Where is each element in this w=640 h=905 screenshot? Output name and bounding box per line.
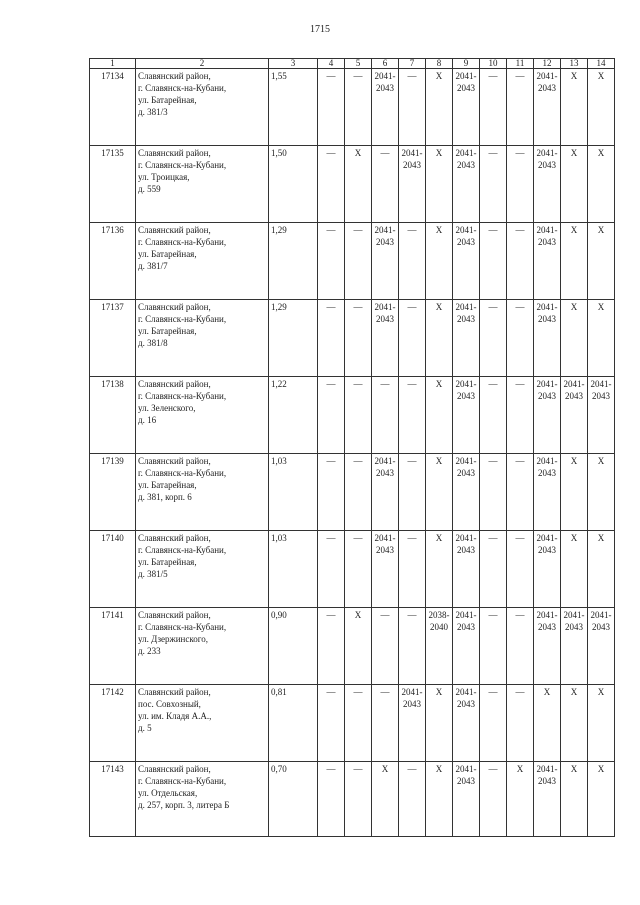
column-number-7: 7 — [399, 59, 426, 69]
cell-13: 2041-2043 — [561, 377, 588, 454]
cell-13: X — [561, 300, 588, 377]
cell-4: — — [318, 146, 345, 223]
cell-14: X — [588, 531, 615, 608]
address-line: г. Славянск-на-Кубани, — [138, 776, 227, 786]
column-number-4: 4 — [318, 59, 345, 69]
cell-5: — — [345, 223, 372, 300]
cell-9: 2041-2043 — [453, 762, 480, 837]
address-line: г. Славянск-на-Кубани, — [138, 314, 227, 324]
address-line: Славянский район, — [138, 533, 211, 543]
cell-11: — — [507, 223, 534, 300]
column-number-6: 6 — [372, 59, 399, 69]
address-line: г. Славянск-на-Кубани, — [138, 83, 227, 93]
cell-6: — — [372, 685, 399, 762]
record-number: 17139 — [90, 454, 136, 531]
cell-4: — — [318, 69, 345, 146]
cell-5: — — [345, 377, 372, 454]
cell-12: 2041-2043 — [534, 531, 561, 608]
record-number: 17141 — [90, 608, 136, 685]
record-number: 17135 — [90, 146, 136, 223]
table-row — [90, 685, 615, 762]
table-row — [90, 454, 615, 531]
address-line: ул. Батарейная, — [138, 480, 197, 490]
column-number-14: 14 — [588, 59, 615, 69]
cell-7: — — [399, 531, 426, 608]
table-row — [90, 223, 615, 300]
column-number-12: 12 — [534, 59, 561, 69]
area-value: 0,81 — [269, 685, 318, 762]
cell-8: X — [426, 223, 453, 300]
cell-10: — — [480, 300, 507, 377]
cell-12: 2041-2043 — [534, 762, 561, 837]
cell-4: — — [318, 300, 345, 377]
cell-10: — — [480, 762, 507, 837]
cell-5: — — [345, 69, 372, 146]
cell-11: — — [507, 685, 534, 762]
cell-9: 2041-2043 — [453, 377, 480, 454]
address-cell — [136, 377, 269, 454]
address-line: Славянский район, — [138, 456, 211, 466]
column-number-10: 10 — [480, 59, 507, 69]
address-line: пос. Совхозный, — [138, 699, 201, 709]
address-cell — [136, 300, 269, 377]
address-line: Славянский район, — [138, 764, 211, 774]
record-number: 17143 — [90, 762, 136, 837]
address-line: ул. Отдельская, — [138, 788, 198, 798]
address-line: г. Славянск-на-Кубани, — [138, 545, 227, 555]
address-line: Славянский район, — [138, 379, 211, 389]
cell-12: 2041-2043 — [534, 454, 561, 531]
cell-11: X — [507, 762, 534, 837]
cell-6: 2041-2043 — [372, 300, 399, 377]
cell-7: — — [399, 762, 426, 837]
cell-14: X — [588, 454, 615, 531]
cell-4: — — [318, 377, 345, 454]
cell-8: X — [426, 762, 453, 837]
cell-6: 2041-2043 — [372, 69, 399, 146]
address-line: Славянский район, — [138, 610, 211, 620]
column-number-2: 2 — [136, 59, 269, 69]
address-line: д. 381, корп. 6 — [138, 492, 192, 502]
cell-10: — — [480, 146, 507, 223]
record-number: 17142 — [90, 685, 136, 762]
address-line: ул. Батарейная, — [138, 249, 197, 259]
address-cell — [136, 69, 269, 146]
cell-4: — — [318, 685, 345, 762]
cell-6: — — [372, 608, 399, 685]
address-line: д. 381/3 — [138, 107, 168, 117]
cell-14: X — [588, 146, 615, 223]
cell-9: 2041-2043 — [453, 531, 480, 608]
cell-9: 2041-2043 — [453, 69, 480, 146]
cell-14: 2041-2043 — [588, 608, 615, 685]
cell-13: X — [561, 762, 588, 837]
cell-10: — — [480, 69, 507, 146]
area-value: 0,90 — [269, 608, 318, 685]
area-value: 1,03 — [269, 454, 318, 531]
column-number-header — [90, 59, 615, 69]
cell-12: 2041-2043 — [534, 377, 561, 454]
cell-13: X — [561, 69, 588, 146]
area-value: 1,50 — [269, 146, 318, 223]
cell-9: 2041-2043 — [453, 223, 480, 300]
cell-9: 2041-2043 — [453, 454, 480, 531]
column-number-5: 5 — [345, 59, 372, 69]
address-line: Славянский район, — [138, 302, 211, 312]
cell-12: 2041-2043 — [534, 300, 561, 377]
cell-11: — — [507, 608, 534, 685]
address-cell — [136, 146, 269, 223]
cell-7: — — [399, 69, 426, 146]
housing-repair-table — [89, 58, 615, 837]
cell-7: 2041-2043 — [399, 685, 426, 762]
cell-10: — — [480, 531, 507, 608]
record-number: 17134 — [90, 69, 136, 146]
table-row — [90, 531, 615, 608]
address-line: ул. Батарейная, — [138, 326, 197, 336]
cell-13: X — [561, 223, 588, 300]
cell-12: 2041-2043 — [534, 223, 561, 300]
cell-7: — — [399, 377, 426, 454]
cell-8: X — [426, 146, 453, 223]
cell-4: — — [318, 531, 345, 608]
address-line: ул. Дзержинского, — [138, 634, 208, 644]
cell-9: 2041-2043 — [453, 685, 480, 762]
cell-4: — — [318, 454, 345, 531]
address-line: Славянский район, — [138, 687, 211, 697]
address-line: д. 257, корп. 3, литера Б — [138, 800, 230, 810]
cell-6: — — [372, 377, 399, 454]
address-cell — [136, 454, 269, 531]
cell-8: 2038-2040 — [426, 608, 453, 685]
table-body — [90, 69, 615, 837]
area-value: 1,55 — [269, 69, 318, 146]
cell-5: X — [345, 146, 372, 223]
address-line: д. 381/7 — [138, 261, 168, 271]
cell-6: 2041-2043 — [372, 454, 399, 531]
cell-5: X — [345, 608, 372, 685]
cell-10: — — [480, 377, 507, 454]
address-line: г. Славянск-на-Кубани, — [138, 160, 227, 170]
cell-8: X — [426, 531, 453, 608]
record-number: 17137 — [90, 300, 136, 377]
address-cell — [136, 223, 269, 300]
cell-14: X — [588, 762, 615, 837]
cell-13: X — [561, 454, 588, 531]
cell-12: 2041-2043 — [534, 69, 561, 146]
record-number: 17140 — [90, 531, 136, 608]
address-line: д. 381/5 — [138, 569, 168, 579]
cell-5: — — [345, 762, 372, 837]
record-number: 17136 — [90, 223, 136, 300]
cell-8: X — [426, 377, 453, 454]
cell-13: X — [561, 531, 588, 608]
cell-11: — — [507, 300, 534, 377]
column-number-11: 11 — [507, 59, 534, 69]
cell-14: X — [588, 685, 615, 762]
cell-12: 2041-2043 — [534, 608, 561, 685]
area-value: 1,22 — [269, 377, 318, 454]
cell-7: — — [399, 223, 426, 300]
cell-6: X — [372, 762, 399, 837]
address-line: д. 559 — [138, 184, 161, 194]
cell-6: 2041-2043 — [372, 531, 399, 608]
cell-12: X — [534, 685, 561, 762]
address-line: ул. Троицкая, — [138, 172, 190, 182]
cell-8: X — [426, 685, 453, 762]
cell-7: — — [399, 454, 426, 531]
cell-13: 2041-2043 — [561, 608, 588, 685]
cell-4: — — [318, 608, 345, 685]
area-value: 1,29 — [269, 223, 318, 300]
address-line: д. 16 — [138, 415, 157, 425]
address-line: г. Славянск-на-Кубани, — [138, 622, 227, 632]
area-value: 1,29 — [269, 300, 318, 377]
cell-11: — — [507, 531, 534, 608]
cell-4: — — [318, 223, 345, 300]
cell-10: — — [480, 454, 507, 531]
page-number: 1715 — [310, 24, 330, 35]
column-number-1: 1 — [90, 59, 136, 69]
table-row — [90, 608, 615, 685]
cell-11: — — [507, 146, 534, 223]
address-line: г. Славянск-на-Кубани, — [138, 237, 227, 247]
cell-14: 2041-2043 — [588, 377, 615, 454]
table-row — [90, 300, 615, 377]
address-line: д. 233 — [138, 646, 161, 656]
cell-6: 2041-2043 — [372, 223, 399, 300]
cell-12: 2041-2043 — [534, 146, 561, 223]
address-line: ул. им. Кладя А.А., — [138, 711, 212, 721]
cell-8: X — [426, 300, 453, 377]
cell-11: — — [507, 454, 534, 531]
cell-14: X — [588, 223, 615, 300]
address-line: Славянский район, — [138, 225, 211, 235]
cell-14: X — [588, 300, 615, 377]
cell-4: — — [318, 762, 345, 837]
address-line: д. 5 — [138, 723, 152, 733]
cell-8: X — [426, 69, 453, 146]
cell-11: — — [507, 377, 534, 454]
address-cell — [136, 685, 269, 762]
cell-5: — — [345, 531, 372, 608]
address-line: Славянский район, — [138, 148, 211, 158]
column-number-3: 3 — [269, 59, 318, 69]
address-line: г. Славянск-на-Кубани, — [138, 391, 227, 401]
area-value: 1,03 — [269, 531, 318, 608]
address-line: г. Славянск-на-Кубани, — [138, 468, 227, 478]
table-row — [90, 69, 615, 146]
cell-5: — — [345, 300, 372, 377]
cell-11: — — [507, 69, 534, 146]
cell-6: — — [372, 146, 399, 223]
cell-7: — — [399, 608, 426, 685]
cell-9: 2041-2043 — [453, 300, 480, 377]
cell-9: 2041-2043 — [453, 146, 480, 223]
cell-10: — — [480, 223, 507, 300]
cell-7: — — [399, 300, 426, 377]
table-row — [90, 762, 615, 837]
cell-7: 2041-2043 — [399, 146, 426, 223]
cell-13: X — [561, 685, 588, 762]
address-line: д. 381/8 — [138, 338, 168, 348]
address-line: ул. Батарейная, — [138, 95, 197, 105]
address-cell — [136, 762, 269, 837]
address-line: Славянский район, — [138, 71, 211, 81]
cell-5: — — [345, 454, 372, 531]
column-number-8: 8 — [426, 59, 453, 69]
address-line: ул. Зеленского, — [138, 403, 196, 413]
cell-9: 2041-2043 — [453, 608, 480, 685]
table-row — [90, 146, 615, 223]
table-row — [90, 377, 615, 454]
column-number-13: 13 — [561, 59, 588, 69]
cell-8: X — [426, 454, 453, 531]
cell-14: X — [588, 69, 615, 146]
record-number: 17138 — [90, 377, 136, 454]
address-line: ул. Батарейная, — [138, 557, 197, 567]
address-cell — [136, 608, 269, 685]
address-cell — [136, 531, 269, 608]
cell-13: X — [561, 146, 588, 223]
area-value: 0,70 — [269, 762, 318, 837]
column-number-9: 9 — [453, 59, 480, 69]
cell-10: — — [480, 608, 507, 685]
cell-5: — — [345, 685, 372, 762]
cell-10: — — [480, 685, 507, 762]
